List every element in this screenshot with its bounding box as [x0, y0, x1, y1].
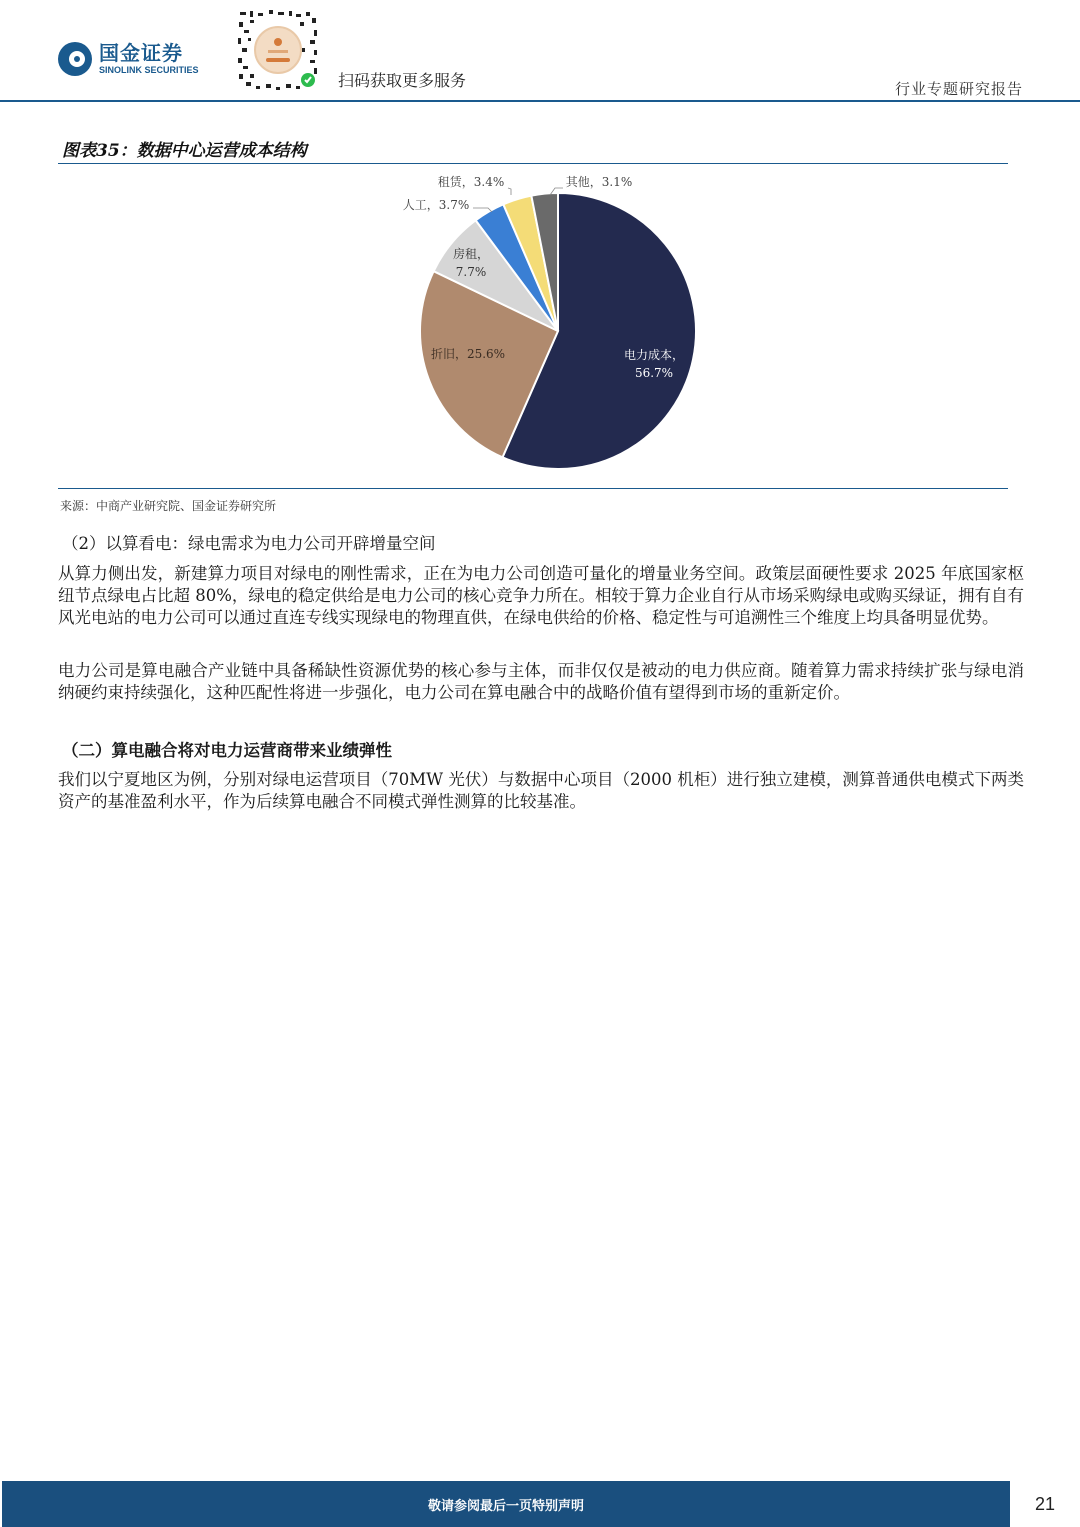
logo-chinese-name: 国金证券 [99, 41, 183, 65]
pie-label-rent-value: 7.7% [455, 265, 487, 279]
report-type-label: 行业专题研究报告 [894, 80, 1023, 98]
pie-label-electricity-name: 电力成本， [623, 348, 685, 362]
leader-line-lease [508, 188, 511, 195]
company-logo [58, 42, 199, 76]
paragraph-3: 我们以宁夏地区为例，分别对绿电运营项目（70MW 光伏）与数据中心项目（2000 机柜）进行独立建模，测算普通供电模式下两类资产的基准盈利水平，作为后续算电融合不同模式弹性测算的比较基准。 [58, 770, 1024, 811]
subsection-heading-2: （2）以算看电：绿电需求为电力公司开辟增量空间 [62, 534, 436, 553]
figure-top-rule [58, 163, 1008, 164]
page-header [0, 0, 1080, 102]
logo-english-name: SINOLINK SECURITIES [99, 65, 199, 75]
section-heading-2: （二）算电融合将对电力运营商带来业绩弹性 [62, 741, 392, 760]
cost-structure-pie-chart [380, 168, 740, 478]
pie-label-labor: 人工，3.7% [402, 198, 470, 212]
figure-source: 来源：中商产业研究院、国金证券研究所 [60, 499, 277, 513]
scan-for-services-label: 扫码获取更多服务 [338, 71, 467, 90]
footer-bar [2, 1481, 1010, 1527]
pie-label-other: 其他，3.1% [565, 175, 633, 189]
page-number: 21 [1034, 1494, 1056, 1514]
pie-label-rent-name: 房租， [452, 247, 490, 261]
figure-bottom-rule [58, 488, 1008, 489]
pie-label-depreciation: 折旧，25.6% [430, 347, 506, 361]
paragraph-2: 电力公司是算电融合产业链中具备稀缺性资源优势的核心参与主体，而非仅仅是被动的电力供应商。随着算力需求持续扩张与绿电消纳硬约束持续强化，这种匹配性将进一步强化，电力公司在算电融合中的战略价值有望得到市场的重新定价。 [58, 661, 1024, 702]
footer-notice[interactable]: 敬请参阅最后一页特别声明 [427, 1499, 584, 1514]
figure-title: 图表35：数据中心运营成本结构 [62, 141, 307, 161]
pie-label-electricity-value: 56.7% [634, 366, 674, 380]
qr-code-icon[interactable] [236, 8, 320, 92]
logo-mark-icon [58, 42, 92, 76]
header-divider [0, 100, 1080, 102]
pie-label-lease: 租赁，3.4% [437, 175, 505, 189]
paragraph-1: 从算力侧出发，新建算力项目对绿电的刚性需求，正在为电力公司创造可量化的增量业务空间。政策层面硬性要求 2025 年底国家枢纽节点绿电占比超 80%，绿电的稳定供给是电力公司的核心竞争力所在。相较于算力企业自行从市场采购绿电或购买绿证，拥有自有风光电站的电力公司可以通过直连专线实现绿电的物理直供，在绿电供给的价格、稳定性与可追溯性三个维度上均具备明显优势。 [58, 564, 1024, 627]
